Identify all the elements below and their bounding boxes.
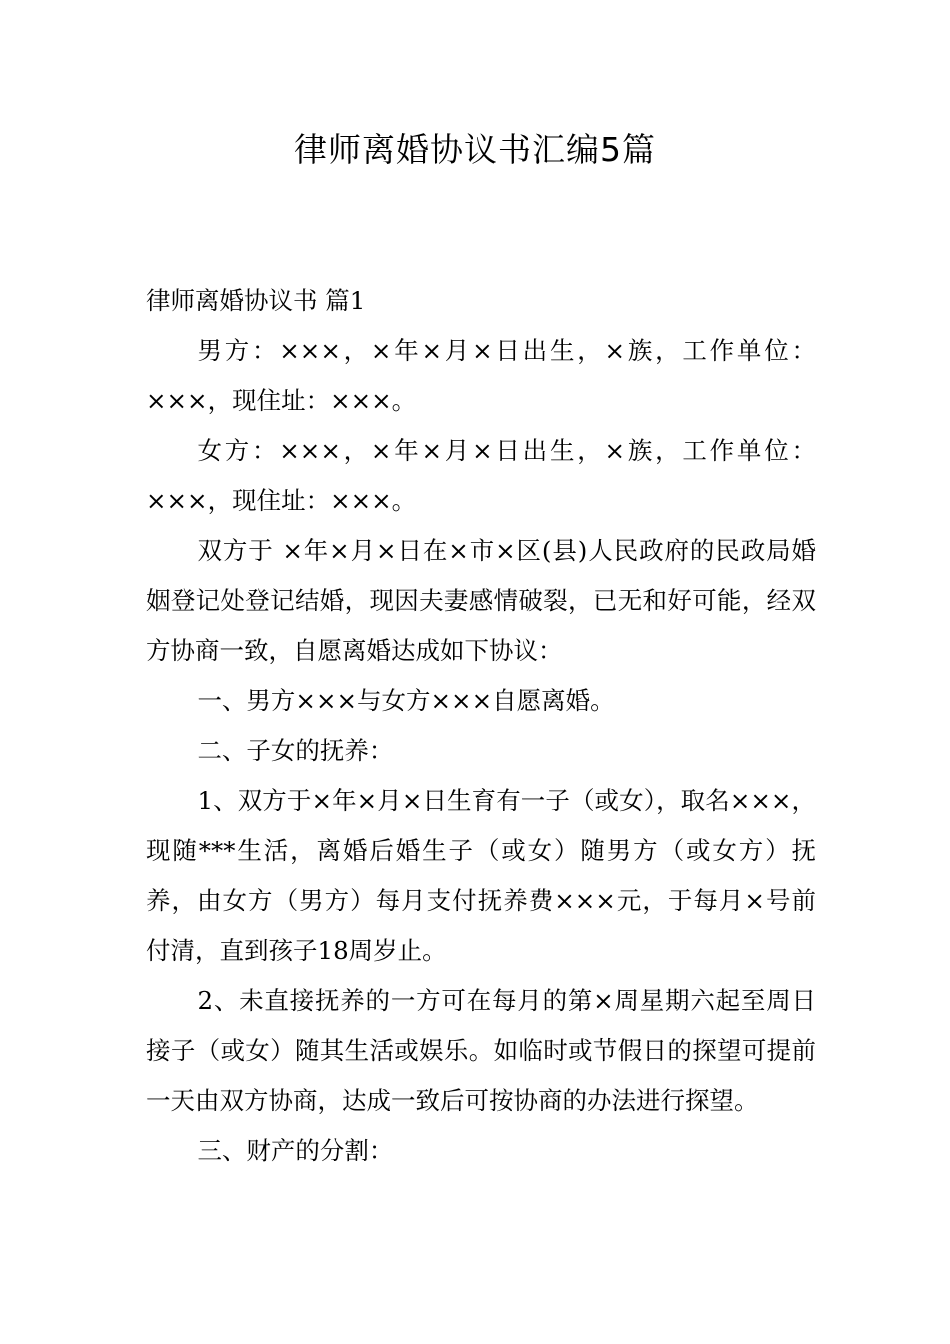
section-heading: 律师离婚协议书 篇1 <box>146 286 366 315</box>
document-body <box>146 276 816 1176</box>
paragraph-custody-1: 1、双方于×年×月×日生育有一子（或女），取名×××，现随***生活，离婚后婚生子（或女）随男方（或女方）抚养，由女方（男方）每月支付抚养费×××元，于每月×号前付清，直到孩子18周岁止。 <box>146 786 816 965</box>
paragraph-clause-3-heading: 三、财产的分割： <box>197 1136 394 1165</box>
paragraph-clause-2-heading: 二、子女的抚养： <box>197 736 394 765</box>
paragraph-male-party: 男方：×××，×年×月×日出生，×族，工作单位：×××，现住址：×××。 <box>146 336 816 415</box>
paragraph-custody-2: 2、未直接抚养的一方可在每月的第×周星期六起至周日接子（或女）随其生活或娱乐。如临时或节假日的探望可提前一天由双方协商，达成一致后可按协商的办法进行探望。 <box>146 986 816 1115</box>
document-title: 律师离婚协议书汇编5篇 <box>294 130 656 169</box>
paragraph-clause-1: 一、男方×××与女方×××自愿离婚。 <box>197 686 615 715</box>
paragraph-female-party: 女方：×××，×年×月×日出生，×族，工作单位：×××，现住址：×××。 <box>146 436 816 515</box>
paragraph-marriage-background: 双方于 ×年×月×日在×市×区(县)人民政府的民政局婚姻登记处登记结婚，现因夫妻感情破裂，已无和好可能，经双方协商一致，自愿离婚达成如下协议： <box>146 536 816 665</box>
